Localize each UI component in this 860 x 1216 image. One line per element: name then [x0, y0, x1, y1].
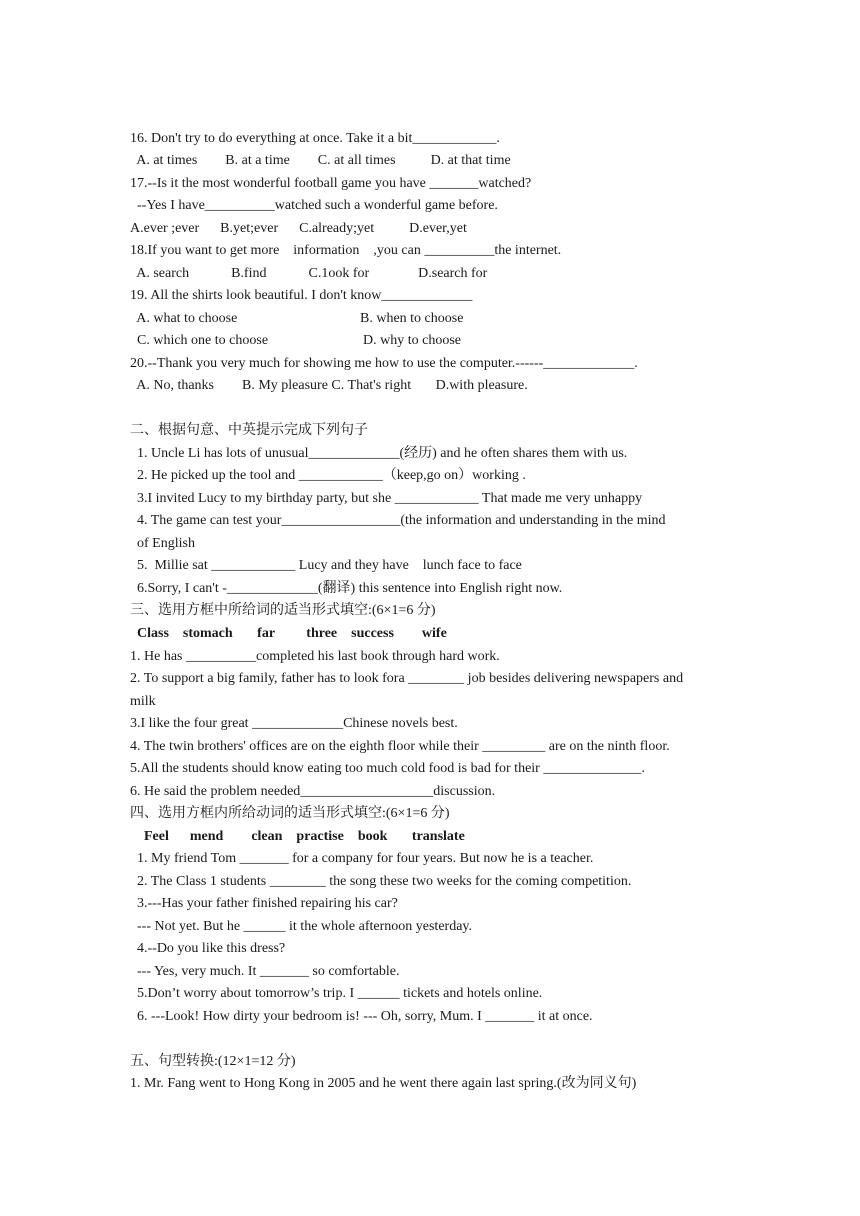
section-4-heading: 四、选用方框内所给动词的适当形式填空:(6×1=6 分): [130, 806, 450, 821]
section-5-item: 1. Mr. Fang went to Hong Kong in 2005 and he went there again last spring.(改为同义句): [130, 1076, 637, 1091]
section-4-item: 4.--Do you like this dress?: [130, 941, 286, 956]
section-2-heading: 二、根据句意、中英提示完成下列句子: [130, 423, 368, 438]
section-3-heading: 三、选用方框中所给词的适当形式填空:(6×1=6 分): [130, 603, 436, 618]
question-16-options: A. at times B. at a time C. at all times D. at that time: [130, 153, 511, 168]
question-19-option-d: D. why to choose: [363, 333, 461, 348]
section-2-item: 4. The game can test your_________________(the information and understanding in the mind: [130, 513, 666, 528]
section-4-item: 1. My friend Tom _______ for a company for four years. But now he is a teacher.: [130, 851, 594, 866]
section-2-item: of English: [130, 536, 195, 551]
question-17-reply: --Yes I have__________watched such a wonderful game before.: [130, 198, 498, 213]
section-3-word-box: Class stomach far three success wife: [130, 626, 447, 641]
section-4-item: --- Yes, very much. It _______ so comfortable.: [130, 964, 400, 979]
section-2-item: 2. He picked up the tool and ____________（keep,go on）working .: [130, 468, 526, 483]
question-18: 18.If you want to get more information ,you can __________the internet.: [130, 243, 562, 258]
section-2-item: 6.Sorry, I can't -_____________(翻译) this sentence into English right now.: [130, 581, 563, 596]
section-5-heading: 五、句型转换:(12×1=12 分): [130, 1054, 296, 1069]
section-4-item: 5.Don’t worry about tomorrow’s trip. I ______ tickets and hotels online.: [130, 986, 543, 1001]
question-19-option-c: C. which one to choose: [130, 333, 269, 348]
question-20: 20.--Thank you very much for showing me how to use the computer.------_____________.: [130, 356, 638, 371]
section-4-word-box: Feel mend clean practise book translate: [130, 829, 465, 844]
question-16: 16. Don't try to do everything at once. Take it a bit____________.: [130, 131, 500, 146]
question-19-option-b: B. when to choose: [360, 311, 464, 326]
question-17-options: A.ever ;ever B.yet;ever C.already;yet D.ever,yet: [130, 221, 467, 236]
question-19-option-a: A. what to choose: [130, 311, 238, 326]
section-4-item: 2. The Class 1 students ________ the song these two weeks for the coming competition.: [130, 874, 632, 889]
question-19: 19. All the shirts look beautiful. I don't know_____________: [130, 288, 473, 303]
question-18-options: A. search B.find C.1ook for D.search for: [130, 266, 488, 281]
section-3-item: milk: [130, 694, 156, 709]
section-3-item: 1. He has __________completed his last book through hard work.: [130, 649, 500, 664]
section-2-item: 5. Millie sat ____________ Lucy and they have lunch face to face: [130, 558, 522, 573]
section-2-item: 1. Uncle Li has lots of unusual_____________(经历) and he often shares them with us.: [130, 446, 628, 461]
section-3-item: 4. The twin brothers' offices are on the eighth floor while their _________ are on the ninth floor.: [130, 739, 670, 754]
section-3-item: 2. To support a big family, father has to look fora ________ job besides delivering newspapers and: [130, 671, 684, 686]
section-4-item: 6. ---Look! How dirty your bedroom is! --- Oh, sorry, Mum. I _______ it at once.: [130, 1009, 593, 1024]
section-3-item: 6. He said the problem needed___________________discussion.: [130, 784, 496, 799]
section-3-item: 3.I like the four great _____________Chinese novels best.: [130, 716, 458, 731]
section-4-item: 3.---Has your father finished repairing his car?: [130, 896, 398, 911]
section-3-item: 5.All the students should know eating too much cold food is bad for their ______________.: [130, 761, 645, 776]
question-17: 17.--Is it the most wonderful football game you have _______watched?: [130, 176, 532, 191]
section-2-item: 3.I invited Lucy to my birthday party, but she ____________ That made me very unhappy: [130, 491, 643, 506]
section-4-item: --- Not yet. But he ______ it the whole afternoon yesterday.: [130, 919, 473, 934]
question-20-options: A. No, thanks B. My pleasure C. That's right D.with pleasure.: [130, 378, 528, 393]
